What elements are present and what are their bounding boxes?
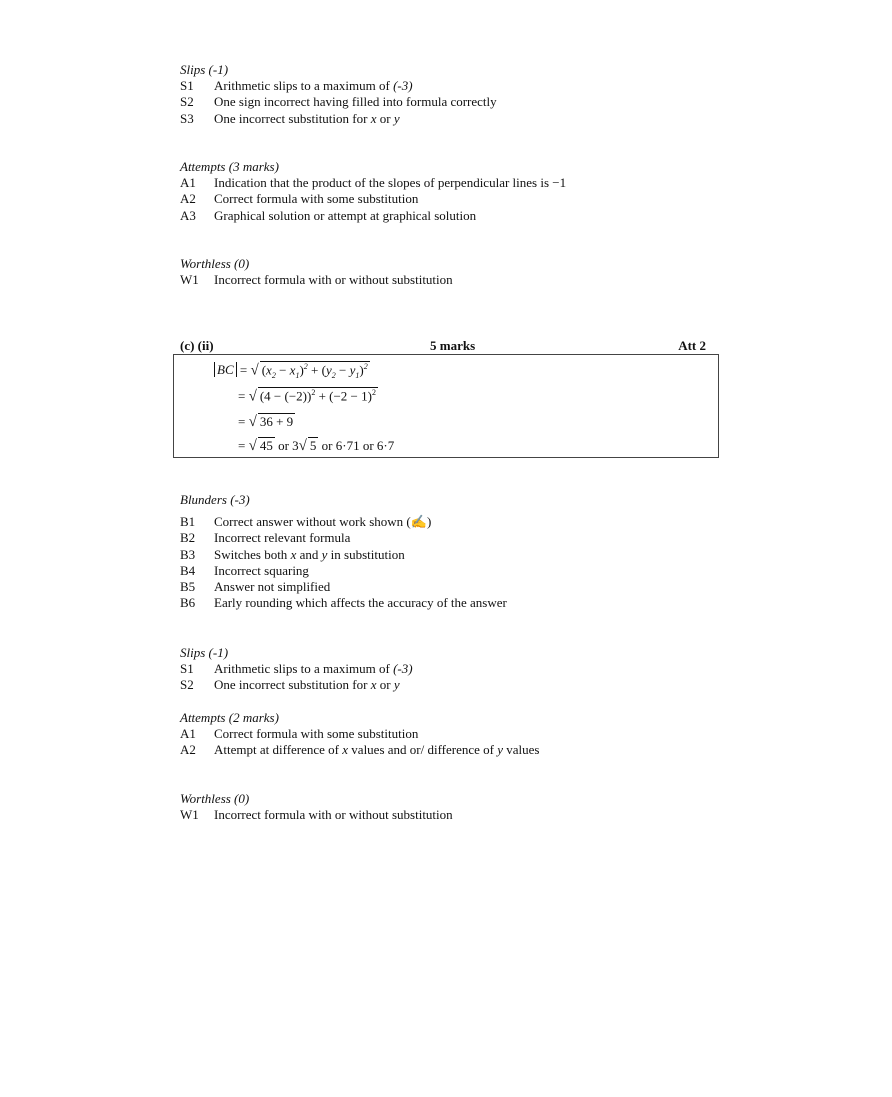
list-item: [180, 272, 740, 288]
item-code: A2: [180, 191, 196, 207]
part-header: [180, 338, 710, 354]
section-title: Attempts (2 marks): [180, 710, 279, 725]
section-title: Worthless (0): [180, 256, 250, 271]
section-title: Slips (-1): [180, 645, 229, 660]
blunders-section: [180, 492, 740, 612]
item-text: Correct formula with some substitution: [214, 191, 419, 207]
item-code: B5: [180, 579, 196, 595]
list-item: [180, 175, 740, 191]
list-item: [180, 726, 740, 742]
solution-line-3: = √ 36 + 9: [238, 414, 294, 430]
bc-label: BC: [214, 362, 237, 377]
list-item: [180, 111, 740, 127]
solution-line-4: = √ 45 or 3√ 5 or 6·71 or 6·7: [238, 438, 395, 454]
list-item: [180, 78, 740, 94]
section-title: Worthless (0): [180, 791, 250, 806]
item-code: W1: [180, 807, 199, 822]
solution-box: [173, 354, 719, 458]
worthless-section-1: [180, 256, 740, 288]
solution-line-1: BC = √ $(x_2 - x_1)^2 + (y_2 - y_1)^2$: [214, 361, 370, 380]
item-code: B6: [180, 595, 196, 611]
item-text: Answer not simplified: [214, 579, 331, 595]
item-code: W1: [180, 272, 199, 287]
part-marks: 5 marks: [430, 338, 476, 353]
item-code: B3: [180, 546, 196, 562]
list-item: [180, 563, 740, 579]
item-text: Arithmetic slips to a maximum of (-3): [214, 78, 413, 93]
item-code: S3: [180, 110, 194, 126]
item-code: A1: [180, 175, 196, 190]
section-title: Slips (-1): [180, 62, 229, 77]
item-text: Incorrect relevant formula: [214, 530, 351, 546]
item-text: Attempt at difference of x values and or/ difference of y values: [214, 742, 540, 758]
item-code: B1: [180, 514, 196, 529]
worthless-section-2: [180, 791, 740, 823]
item-code: A1: [180, 726, 196, 741]
item-text: Correct answer without work shown (✍): [214, 514, 432, 529]
item-text: Incorrect formula with or without substitution: [214, 807, 453, 822]
list-item: [180, 677, 740, 693]
item-code: A2: [180, 742, 196, 758]
item-code: S1: [180, 78, 194, 93]
item-text: Correct formula with some substitution: [214, 726, 419, 741]
item-text: Switches both x and y in substitution: [214, 546, 405, 562]
item-code: S2: [180, 677, 194, 693]
list-item: [180, 595, 740, 611]
item-text: Arithmetic slips to a maximum of (-3): [214, 661, 413, 676]
slips-section-2: [180, 645, 740, 694]
item-code: A3: [180, 207, 196, 223]
list-item: [180, 661, 740, 677]
item-text: Graphical solution or attempt at graphical solution: [214, 207, 477, 223]
section-title: Blunders (-3): [180, 492, 250, 507]
list-item: [180, 579, 740, 595]
item-code: B4: [180, 562, 196, 578]
list-item: [180, 208, 740, 224]
list-item: [180, 807, 740, 823]
item-text: One incorrect substitution for x or y: [214, 110, 400, 126]
item-code: B2: [180, 530, 196, 546]
section-title: Attempts (3 marks): [180, 159, 279, 174]
list-item: [180, 547, 740, 563]
attempts-section-1: [180, 159, 740, 224]
item-text: Incorrect formula with or without substitution: [214, 272, 453, 287]
part-attempt-marks: Att 2: [678, 338, 706, 353]
item-text: Early rounding which affects the accuracy of the answer: [214, 595, 507, 611]
item-code: S2: [180, 94, 194, 110]
list-item: [180, 742, 740, 758]
list-item: [180, 530, 740, 546]
item-text: One incorrect substitution for x or y: [214, 677, 400, 693]
item-text: One sign incorrect having filled into formula correctly: [214, 94, 497, 110]
solution-line-2: = √ $(4 - (-2))^2 + (-2 - 1)^2$: [238, 388, 376, 405]
list-item: [180, 191, 740, 207]
slips-section-1: [180, 62, 740, 127]
list-item: [180, 94, 740, 110]
item-text: Incorrect squaring: [214, 562, 309, 578]
list-item: [180, 514, 740, 530]
part-label: (c) (ii): [180, 338, 214, 353]
item-text: Indication that the product of the slopes of perpendicular lines is −1: [214, 175, 567, 190]
item-code: S1: [180, 661, 194, 676]
attempts-section-2: [180, 710, 740, 759]
